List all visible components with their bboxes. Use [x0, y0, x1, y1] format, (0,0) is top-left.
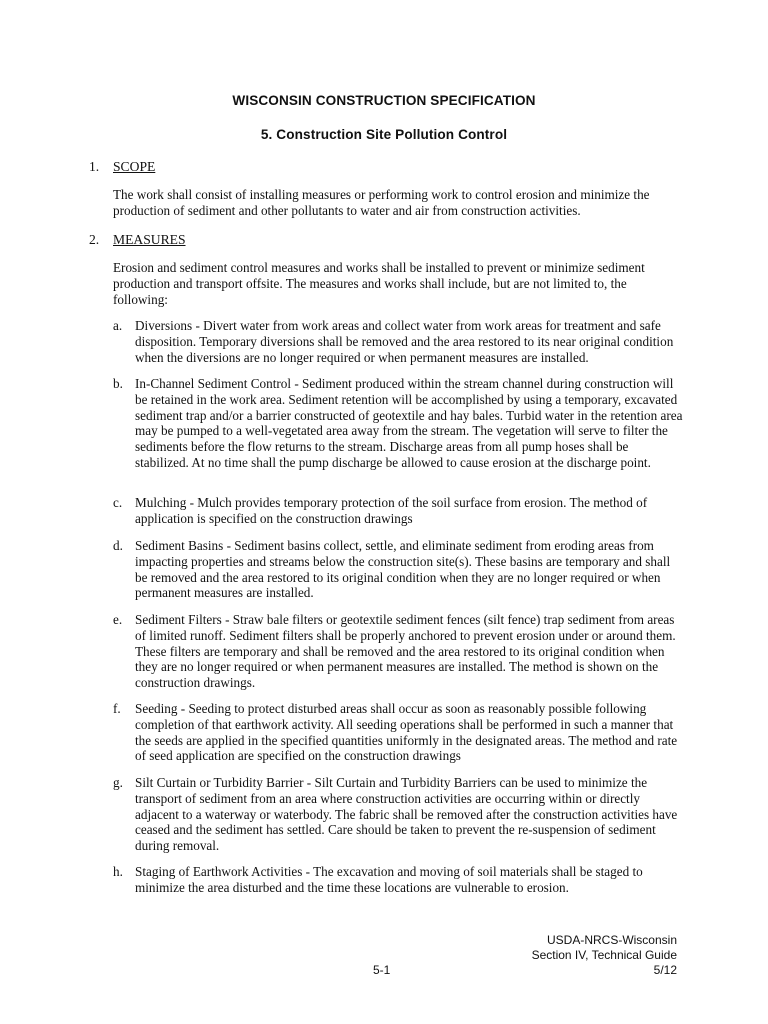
list-item-text: In-Channel Sediment Control - Sediment produced within the stream channel during construction will be retained in the work area. Sediment retention will be accomplished by using a temporary, excavated sediment trap and/or a barrier constructed of geotextile and hay bales. Turbid water in the retention area may be pumped to a well-vegetated area away from the stream. The vegetation will serve to filter the sediments before the flow returns to the stream. Discharge areas from all pump hoses shall be stabilized. At no time shall the pump discharge be allowed to cause erosion at the discharge point. — [135, 376, 683, 470]
list-item-silt-curtain — [113, 775, 683, 854]
list-item-letter: a. — [113, 318, 123, 333]
list-item-letter: g. — [113, 775, 123, 790]
list-item-seeding — [113, 701, 683, 764]
document-subtitle: 5. Construction Site Pollution Control — [260, 127, 508, 142]
list-item-staging-earthwork — [113, 864, 683, 896]
document-title: WISCONSIN CONSTRUCTION SPECIFICATION — [232, 93, 536, 108]
list-item-letter: d. — [113, 538, 123, 553]
section-number: 1. — [89, 159, 100, 174]
list-item-mulching — [113, 495, 683, 527]
list-item-sediment-filters — [113, 612, 683, 691]
list-item-in-channel-sediment-control — [113, 376, 683, 471]
footer-organization: USDA-NRCS-Wisconsin — [546, 933, 677, 947]
section-heading-scope — [89, 159, 155, 175]
list-item-letter: b. — [113, 376, 123, 391]
footer-page-number: 5-1 — [373, 963, 391, 977]
list-item-text: Mulching - Mulch provides temporary protection of the soil surface from erosion. The method of application is specified on the construction drawings — [135, 495, 648, 526]
list-item-text: Sediment Basins - Sediment basins collect, settle, and eliminate sediment from eroding areas from impacting properties and streams below the construction site(s). These basins are temporary and shall be removed and the area restored to its original condition when they are no longer required or when permanent measures are installed. — [135, 538, 671, 601]
list-item-text: Silt Curtain or Turbidity Barrier - Silt Curtain and Turbidity Barriers can be used to minimize the transport of sediment from an area where construction activities are occurring within or directly adjacent to a waterway or waterbody. The fabric shall be removed after the construction activities have ceased and the sediment has settled. Care should be taken to prevent the re-suspension of sediment during removal. — [135, 775, 678, 854]
list-item-text: Seeding - Seeding to protect disturbed areas shall occur as soon as reasonably possible following completion of that earthwork activity. All seeding operations shall be performed in such a manner that the seeds are applied in the specified quantities uniformly in the designated areas. The method and rate of seed application are specified on the construction drawings — [135, 701, 678, 764]
list-item-sediment-basins — [113, 538, 683, 601]
section-number: 2. — [89, 232, 100, 247]
list-item-text: Staging of Earthwork Activities - The excavation and moving of soil materials shall be staged to minimize the area disturbed and the time these locations are vulnerable to erosion. — [135, 864, 643, 895]
list-item-letter: e. — [113, 612, 123, 627]
list-item-diversions — [113, 318, 683, 365]
scope-paragraph: The work shall consist of installing measures or performing work to control erosion and minimize the production of sediment and other pollutants to water and air from construction activities. — [113, 187, 650, 218]
measures-paragraph: Erosion and sediment control measures and works shall be installed to prevent or minimize sediment production and transport offsite. The measures and works shall include, but are not limited to, the following: — [113, 260, 645, 307]
list-item-letter: c. — [113, 495, 123, 510]
list-item-letter: h. — [113, 864, 123, 879]
footer-date: 5/12 — [653, 963, 677, 977]
list-item-text: Sediment Filters - Straw bale filters or geotextile sediment fences (silt fence) trap sediment from areas of limited runoff. Sediment filters shall be properly anchored to prevent erosion under or around them. These filters are temporary and shall be removed and the area restored to its original condition when they are no longer required or when permanent measures are installed. The method is shown on the construction drawings. — [135, 612, 676, 691]
section-label: MEASURES — [113, 232, 186, 247]
footer-section: Section IV, Technical Guide — [531, 948, 677, 962]
section-heading-measures — [89, 232, 186, 248]
list-item-text: Diversions - Divert water from work areas and collect water from work areas for treatment and safe disposition. Temporary diversions shall be removed and the area restored to its near original condition when the diversions are no longer required or when permanent measures are installed. — [135, 318, 674, 365]
list-item-letter: f. — [113, 701, 121, 716]
section-label: SCOPE — [113, 159, 156, 174]
